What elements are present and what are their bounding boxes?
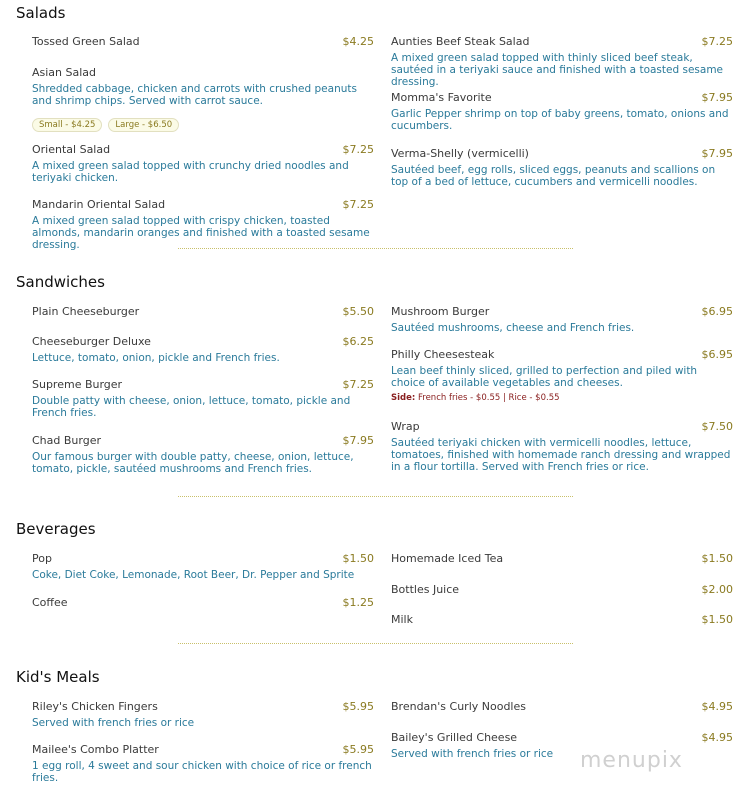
menu-item bbox=[32, 434, 374, 475]
side-options bbox=[391, 393, 733, 403]
item-name: Riley's Chicken Fingers bbox=[32, 700, 158, 713]
item-name: Milk bbox=[391, 613, 413, 626]
item-description: Shredded cabbage, chicken and carrots with crushed peanuts and shrimp chips. Served with carrot sauce. bbox=[32, 83, 357, 107]
menu-item bbox=[32, 378, 374, 419]
item-price: $7.95 bbox=[701, 147, 733, 160]
item-name: Mandarin Oriental Salad bbox=[32, 198, 166, 211]
item-name: Mushroom Burger bbox=[391, 305, 490, 318]
menu-item bbox=[391, 348, 733, 403]
menu-item bbox=[391, 305, 733, 334]
item-name: Tossed Green Salad bbox=[32, 35, 140, 48]
section-divider bbox=[178, 496, 573, 497]
item-name: Aunties Beef Steak Salad bbox=[391, 35, 530, 48]
item-name: Wrap bbox=[391, 420, 420, 433]
menu-item bbox=[391, 91, 733, 132]
menu-item bbox=[391, 552, 733, 568]
menu-item bbox=[32, 743, 374, 784]
menu-item bbox=[391, 35, 733, 88]
section-title-beverages: Beverages bbox=[16, 520, 96, 538]
item-description: Served with french fries or rice bbox=[32, 717, 195, 729]
menu-item bbox=[32, 66, 374, 132]
item-price: $6.95 bbox=[701, 305, 733, 318]
item-name: Asian Salad bbox=[32, 66, 97, 79]
menu-item bbox=[32, 35, 374, 51]
item-description: Lean beef thinly sliced, grilled to perfection and piled with choice of available vegetables and cheeses. bbox=[391, 365, 698, 389]
item-name: Cheeseburger Deluxe bbox=[32, 335, 151, 348]
menu-item bbox=[32, 305, 374, 321]
menu-item bbox=[32, 552, 374, 581]
item-name: Pop bbox=[32, 552, 52, 565]
menu-item bbox=[391, 583, 733, 599]
size-option-small: Small - $4.25 bbox=[32, 118, 102, 132]
item-name: Philly Cheesesteak bbox=[391, 348, 495, 361]
item-description: A mixed green salad topped with thinly sliced beef steak, sautéed in a teriyaki sauce and finished with a toasted sesame dressing. bbox=[391, 52, 724, 88]
item-price: $6.25 bbox=[342, 335, 374, 348]
item-description: A mixed green salad topped with crunchy dried noodles and teriyaki chicken. bbox=[32, 160, 349, 184]
item-name: Coffee bbox=[32, 596, 68, 609]
menu-item bbox=[32, 700, 374, 729]
item-price: $5.95 bbox=[342, 743, 374, 756]
section-title-kids-meals: Kid's Meals bbox=[16, 668, 100, 686]
item-price: $7.50 bbox=[701, 420, 733, 433]
item-price: $7.25 bbox=[342, 143, 374, 156]
item-price: $5.50 bbox=[342, 305, 374, 318]
menu-item bbox=[32, 143, 374, 184]
item-name: Homemade Iced Tea bbox=[391, 552, 504, 565]
item-price: $5.95 bbox=[342, 700, 374, 713]
menu-item bbox=[32, 198, 374, 251]
item-name: Mailee's Combo Platter bbox=[32, 743, 159, 756]
item-price: $1.25 bbox=[342, 596, 374, 609]
item-price: $1.50 bbox=[701, 613, 733, 626]
item-name: Brendan's Curly Noodles bbox=[391, 700, 526, 713]
section-title-sandwiches: Sandwiches bbox=[16, 273, 105, 291]
item-name: Bailey's Grilled Cheese bbox=[391, 731, 518, 744]
size-option-large: Large - $6.50 bbox=[108, 118, 179, 132]
menu-item bbox=[391, 420, 733, 473]
menu-item bbox=[391, 613, 733, 629]
item-name: Momma's Favorite bbox=[391, 91, 492, 104]
side-label: Side: bbox=[391, 393, 416, 403]
item-description: Double patty with cheese, onion, lettuce, tomato, pickle and French fries. bbox=[32, 395, 351, 419]
item-price: $4.25 bbox=[342, 35, 374, 48]
item-description: Sautéed beef, egg rolls, sliced eggs, peanuts and scallions on top of a bed of lettuce, cucumbers and vermicelli noodles. bbox=[391, 164, 716, 188]
item-name: Bottles Juice bbox=[391, 583, 460, 596]
item-description: Garlic Pepper shrimp on top of baby greens, tomato, onions and cucumbers. bbox=[391, 108, 729, 132]
item-name: Verma-Shelly (vermicelli) bbox=[391, 147, 529, 160]
item-name: Supreme Burger bbox=[32, 378, 123, 391]
item-price: $2.00 bbox=[701, 583, 733, 596]
menu-item bbox=[391, 147, 733, 188]
item-price: $4.95 bbox=[701, 731, 733, 744]
item-name: Oriental Salad bbox=[32, 143, 111, 156]
item-price: $7.25 bbox=[342, 378, 374, 391]
item-description: Lettuce, tomato, onion, pickle and French fries. bbox=[32, 352, 280, 364]
section-divider bbox=[178, 643, 573, 644]
item-name: Plain Cheeseburger bbox=[32, 305, 140, 318]
item-price: $7.95 bbox=[342, 434, 374, 447]
item-price: $7.25 bbox=[701, 35, 733, 48]
item-price: $4.95 bbox=[701, 700, 733, 713]
item-description: 1 egg roll, 4 sweet and sour chicken with choice of rice or french fries. bbox=[32, 760, 372, 784]
item-description: A mixed green salad topped with crispy chicken, toasted almonds, mandarin oranges and finished with a toasted sesame dressing. bbox=[32, 215, 370, 251]
item-price: $1.50 bbox=[342, 552, 374, 565]
menu-item bbox=[391, 700, 733, 716]
item-description: Served with french fries or rice bbox=[391, 748, 554, 760]
item-price: $7.25 bbox=[342, 198, 374, 211]
item-description: Coke, Diet Coke, Lemonade, Root Beer, Dr. Pepper and Sprite bbox=[32, 569, 355, 581]
item-description: Our famous burger with double patty, cheese, onion, lettuce, tomato, pickle, sautéed mushrooms and French fries. bbox=[32, 451, 354, 475]
item-price: $7.95 bbox=[701, 91, 733, 104]
item-price: $1.50 bbox=[701, 552, 733, 565]
item-price: $6.95 bbox=[701, 348, 733, 361]
item-description: Sautéed mushrooms, cheese and French fries. bbox=[391, 322, 635, 334]
side-text: French fries - $0.55 | Rice - $0.55 bbox=[418, 393, 560, 403]
menupix-watermark: menupix bbox=[580, 748, 683, 773]
item-name: Chad Burger bbox=[32, 434, 101, 447]
section-divider bbox=[178, 248, 573, 249]
menu-item bbox=[32, 596, 374, 612]
section-title-salads: Salads bbox=[16, 4, 66, 22]
menu-item bbox=[32, 335, 374, 364]
item-description: Sautéed teriyaki chicken with vermicelli noodles, lettuce, tomatoes, finished with homemade ranch dressing and wrapped in a flour tortilla. Served with French fries or rice. bbox=[391, 437, 731, 473]
